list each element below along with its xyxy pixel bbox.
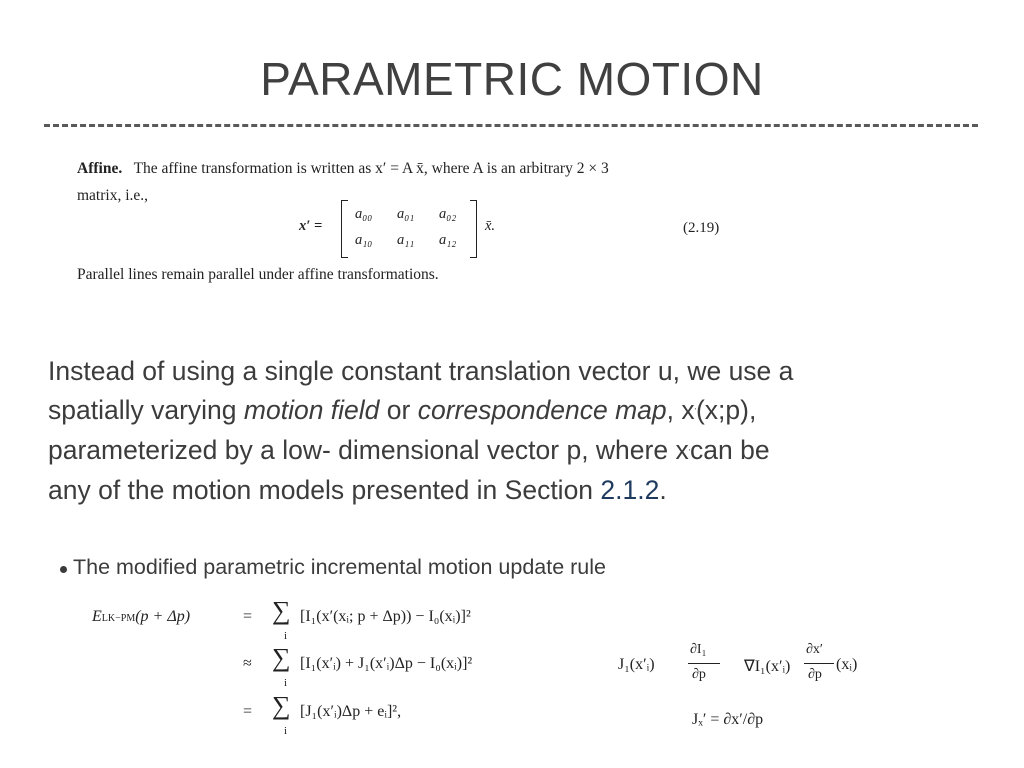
equals-sign: =: [243, 608, 253, 625]
text-span: parameterized by a low- dimensional vector p, where x: [48, 434, 689, 465]
text-span: or: [379, 394, 418, 425]
bullet-dot: [60, 566, 67, 573]
excerpt-line-3: Parallel lines remain parallel under affine transformations.: [77, 266, 439, 283]
equation-number: (2.19): [683, 220, 720, 236]
fraction-numerator: ∂x′: [806, 642, 823, 657]
energy-lhs: [92, 608, 190, 626]
text-span: any of the motion models presented in Section: [48, 475, 601, 505]
matrix-right-bracket: [470, 200, 477, 258]
sum-index: i: [284, 725, 288, 737]
section-link[interactable]: 2.1.2: [600, 475, 660, 505]
excerpt-text-1: The affine transformation is written as x′ = A x̄, where A is an arbitrary 2 × 3: [133, 160, 609, 177]
sum-symbol: ∑: [272, 596, 291, 625]
energy-symbol: E: [92, 608, 102, 625]
text-span: spatially varying: [48, 394, 244, 425]
excerpt-line-1: [77, 160, 609, 178]
matrix-cell: a₀₁: [397, 206, 415, 222]
matrix-left-bracket: [341, 200, 348, 258]
matrix-cell: a₀₀: [355, 206, 373, 222]
equation-row-1: [I₁(x′(xᵢ; p + Δp)) − I₀(xᵢ)]²: [300, 608, 471, 625]
sum-index: i: [284, 630, 288, 642]
prime-mark: ′: [694, 408, 696, 416]
term-correspondence-map: correspondence map: [417, 394, 667, 425]
matrix-cell: a₀₂: [439, 206, 457, 222]
text-span: .: [659, 475, 667, 505]
equation-rhs: x̄.: [485, 218, 496, 234]
equation-row-2: [I₁(x′ᵢ) + J₁(x′ᵢ)Δp − I₀(xᵢ)]²: [300, 655, 473, 672]
fraction-bar: [688, 663, 720, 664]
fraction-bar: [804, 663, 834, 664]
prime-mark: ′: [688, 448, 691, 456]
text-span: can be: [690, 434, 770, 465]
equation-lhs: x′ =: [299, 218, 323, 234]
paragraph-line-1: Instead of using a single constant translation vector u, we use a: [48, 356, 794, 386]
slide-title: PARAMETRIC MOTION: [260, 53, 764, 105]
matrix-cell: a₁₂: [439, 232, 457, 248]
sum-symbol: ∑: [272, 643, 291, 672]
equals-sign: =: [243, 703, 253, 720]
approx-sign: ≈: [243, 655, 252, 672]
excerpt-heading: Affine.: [77, 160, 123, 177]
sum-symbol: ∑: [272, 691, 291, 720]
fraction-denominator: ∂p: [692, 667, 706, 682]
fraction-denominator: ∂p: [808, 667, 822, 682]
textbook-excerpt: [77, 160, 737, 290]
body-paragraph: [48, 352, 978, 510]
sum-index: i: [284, 677, 288, 689]
jacobian-argument: (xᵢ): [836, 656, 858, 673]
matrix-cell: a₁₀: [355, 232, 373, 248]
jacobian-definition: Jₓ′ = ∂x′/∂p: [692, 711, 764, 728]
title-divider: [44, 124, 978, 127]
text-span: , x: [666, 394, 695, 425]
paragraph-line-2: [48, 391, 978, 431]
fraction-numerator: ∂I₁: [690, 642, 707, 657]
affine-matrix: [341, 200, 477, 258]
matrix-cell: a₁₁: [397, 232, 415, 248]
energy-subscript: LK−PM: [101, 613, 136, 624]
jacobian-lhs: J₁(x′ᵢ): [618, 656, 655, 673]
equation-row-3: [J₁(x′ᵢ)Δp + eᵢ]²,: [300, 703, 402, 720]
paragraph-line-3: [48, 431, 978, 471]
energy-argument: (p + Δp): [135, 608, 191, 625]
bullet-text: The modified parametric incremental motion update rule: [73, 555, 606, 579]
gradient-term: ∇I₁(x′ᵢ): [744, 658, 791, 675]
text-span: (x;p),: [695, 394, 757, 425]
paragraph-line-4: [48, 471, 978, 510]
excerpt-line-2: matrix, i.e.,: [77, 187, 149, 204]
term-motion-field: motion field: [243, 394, 380, 425]
affine-equation: [299, 200, 759, 258]
